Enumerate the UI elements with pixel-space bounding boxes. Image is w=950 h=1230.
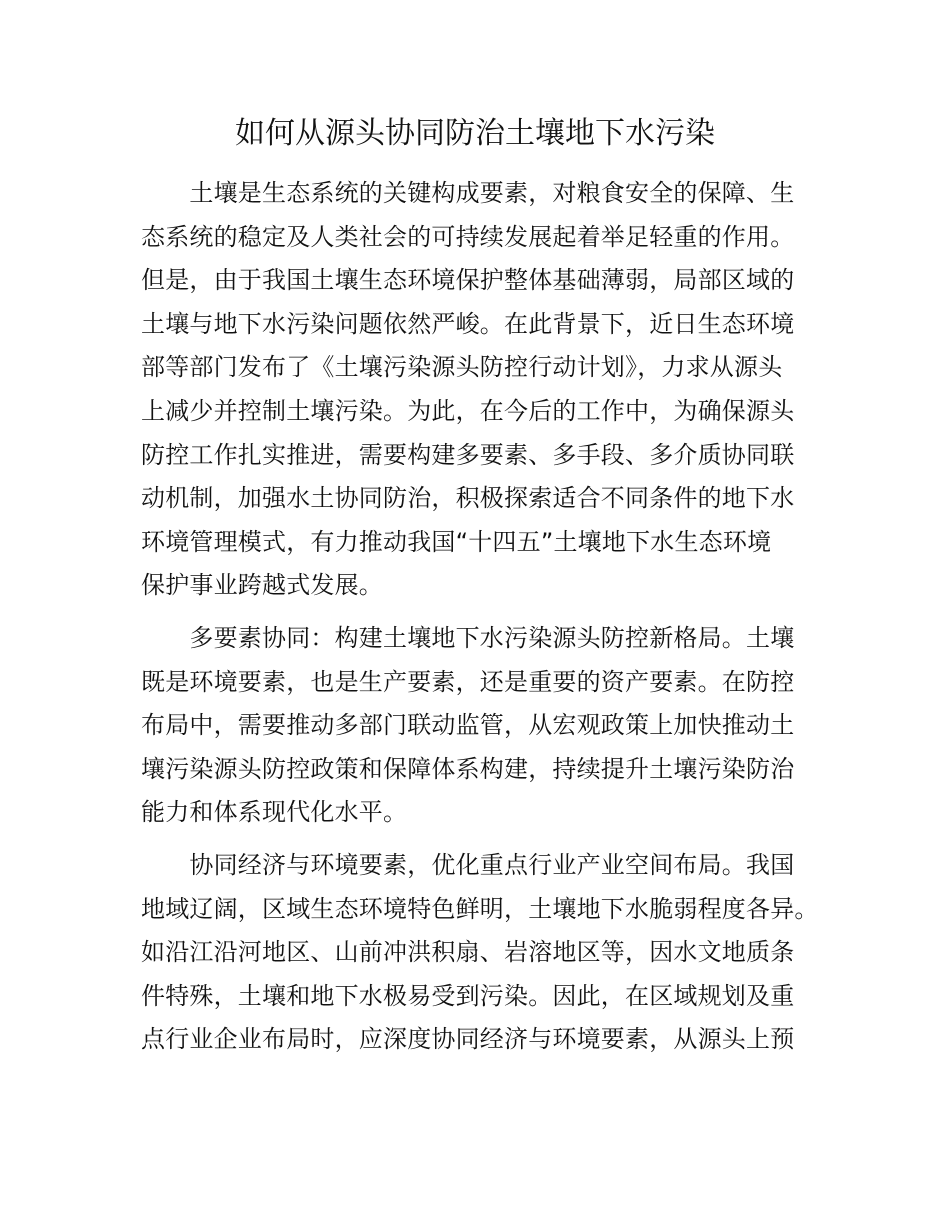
document-body [141, 172, 821, 1071]
paragraph-line: 动机制，加强水土协同防治，积极探索适合不同条件的地下水 [141, 484, 795, 513]
paragraph-line: 地域辽阔，区域生态环境特色鲜明，土壤地下水脆弱程度各异。 [141, 894, 819, 923]
paragraph-line: 上减少并控制土壤污染。为此，在今后的工作中，为确保源头 [141, 396, 795, 425]
paragraph-1 [141, 172, 821, 608]
paragraph-line: 土壤与地下水污染问题依然严峻。在此背景下，近日生态环境 [141, 309, 795, 338]
paragraph-line: 保护事业跨越式发展。 [141, 571, 383, 600]
paragraph-line: 防控工作扎实推进，需要构建多要素、多手段、多介质协同联 [141, 440, 795, 469]
paragraph-line: 壤污染源头防控政策和保障体系构建，持续提升土壤污染防治 [141, 754, 795, 783]
paragraph-line: 部等部门发布了《土壤污染源头防控行动计划》，力求从源头 [141, 353, 783, 382]
paragraph-line: 土壤是生态系统的关键构成要素，对粮食安全的保障、生 [141, 179, 795, 207]
paragraph-line: 点行业企业布局时，应深度协同经济与环境要素，从源头上预 [141, 1025, 795, 1054]
paragraph-line: 能力和体系现代化水平。 [141, 798, 408, 827]
paragraph-line: 但是，由于我国土壤生态环境保护整体基础薄弱，局部区域的 [141, 266, 795, 295]
paragraph-line: 如沿江沿河地区、山前冲洪积扇、岩溶地区等，因水文地质条 [141, 938, 795, 967]
document-title: 如何从源头协同防治土壤地下水污染 [235, 116, 715, 151]
paragraph-line: 态系统的稳定及人类社会的可持续发展起着举足轻重的作用。 [141, 222, 795, 251]
paragraph-line: 既是环境要素，也是生产要素，还是重要的资产要素。在防控 [141, 667, 795, 696]
paragraph-line: 布局中，需要推动多部门联动监管，从宏观政策上加快推动土 [141, 711, 795, 740]
paragraph-line: 环境管理模式，有力推动我国“十四五”土壤地下水生态环境 [141, 527, 772, 556]
paragraph-line: 件特殊，土壤和地下水极易受到污染。因此，在区域规划及重 [141, 981, 795, 1010]
paragraph-line: 协同经济与环境要素，优化重点行业产业空间布局。我国 [141, 850, 795, 879]
paragraph-line: 多要素协同：构建土壤地下水污染源头防控新格局。土壤 [141, 623, 795, 652]
paragraph-2 [141, 617, 821, 835]
paragraph-3 [141, 844, 821, 1062]
